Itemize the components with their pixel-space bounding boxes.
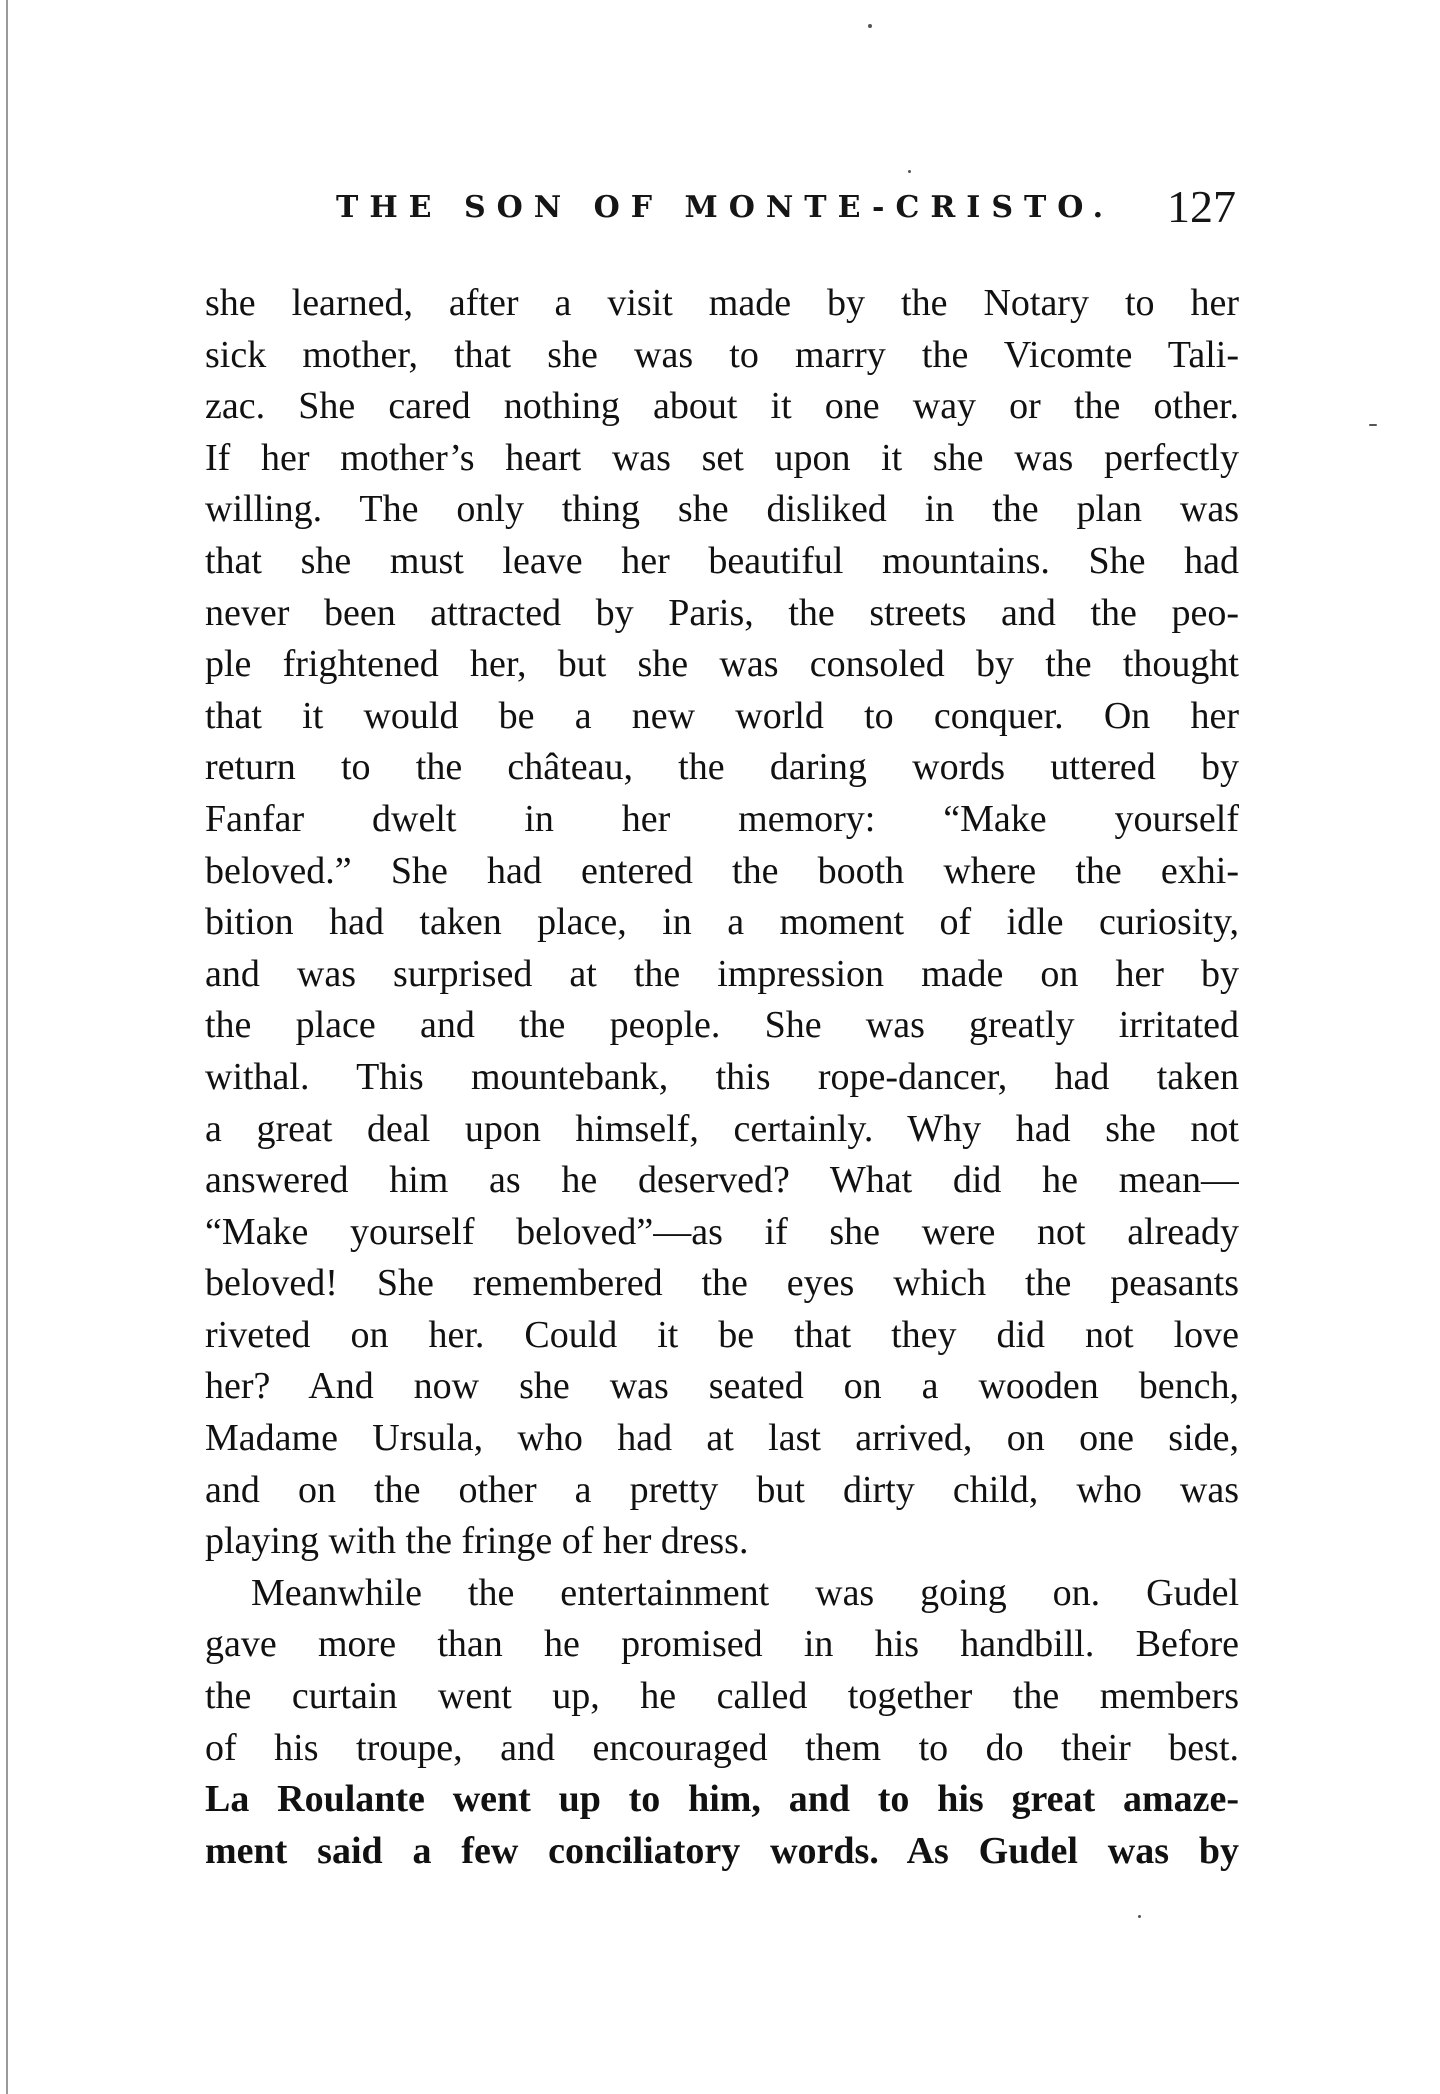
text-line: beloved! She remembered the eyes which the peasants <box>205 1262 1239 1305</box>
text-line: and was surprised at the impression made on her by <box>205 952 1239 995</box>
text-line: riveted on her. Could it be that they did not love <box>205 1313 1239 1356</box>
page-edge-line <box>6 0 8 2094</box>
running-title: THE SON OF MONTE-CRISTO. <box>336 190 1115 225</box>
text-line: bition had taken place, in a moment of idle curiosity, <box>205 901 1239 944</box>
text-line: beloved.” She had entered the booth where the exhi- <box>205 849 1239 892</box>
text-line: willing. The only thing she disliked in the plan was <box>205 488 1239 531</box>
scan-speck <box>1369 424 1377 426</box>
text-line: Madame Ursula, who had at last arrived, on one side, <box>205 1417 1239 1460</box>
text-line: never been attracted by Paris, the streets and the peo- <box>205 591 1239 634</box>
text-line: return to the château, the daring words uttered by <box>205 746 1239 789</box>
text-line: withal. This mountebank, this rope-dancer, had taken <box>205 1055 1239 1098</box>
text-line: that she must leave her beautiful mountains. She had <box>205 539 1239 582</box>
running-header <box>336 180 1236 240</box>
text-line: gave more than he promised in his handbill. Before <box>205 1623 1239 1666</box>
scan-speck <box>1138 1915 1141 1918</box>
text-line: her? And now she was seated on a wooden bench, <box>205 1365 1239 1408</box>
text-line: ple frightened her, but she was consoled by the thought <box>205 643 1239 686</box>
text-line: a great deal upon himself, certainly. Why had she not <box>205 1107 1239 1150</box>
text-line: sick mother, that she was to marry the Vicomte Tali- <box>205 333 1239 376</box>
text-line: Fanfar dwelt in her memory: “Make yourself <box>205 797 1239 840</box>
text-line: that it would be a new world to conquer. On her <box>205 694 1239 737</box>
text-line: Meanwhile the entertainment was going on. Gudel <box>251 1571 1239 1614</box>
text-line: and on the other a pretty but dirty child, who was <box>205 1468 1239 1511</box>
paragraph <box>205 1568 1239 1878</box>
text-line: answered him as he deserved? What did he mean— <box>205 1159 1239 1202</box>
text-line: she learned, after a visit made by the Notary to her <box>205 282 1239 324</box>
text-line: ment said a few conciliatory words. As Gudel was by <box>205 1829 1239 1872</box>
page-number: 127 <box>1167 181 1236 232</box>
text-line: playing with the fringe of her dress. <box>205 1520 749 1563</box>
scan-speck <box>868 24 872 28</box>
text-line: If her mother’s heart was set upon it she was perfectly <box>205 436 1239 479</box>
text-line: of his troupe, and encouraged them to do their best. <box>205 1726 1239 1769</box>
text-line: the curtain went up, he called together the members <box>205 1675 1239 1718</box>
body-text <box>205 278 1239 1877</box>
text-line: “Make yourself beloved”—as if she were not already <box>205 1210 1239 1253</box>
text-line: La Roulante went up to him, and to his great amaze- <box>205 1778 1239 1821</box>
text-line: zac. She cared nothing about it one way or the other. <box>205 385 1239 428</box>
text-line: the place and the people. She was greatly irritated <box>205 1004 1239 1047</box>
paragraph <box>205 278 1239 1568</box>
scan-speck <box>908 170 911 173</box>
